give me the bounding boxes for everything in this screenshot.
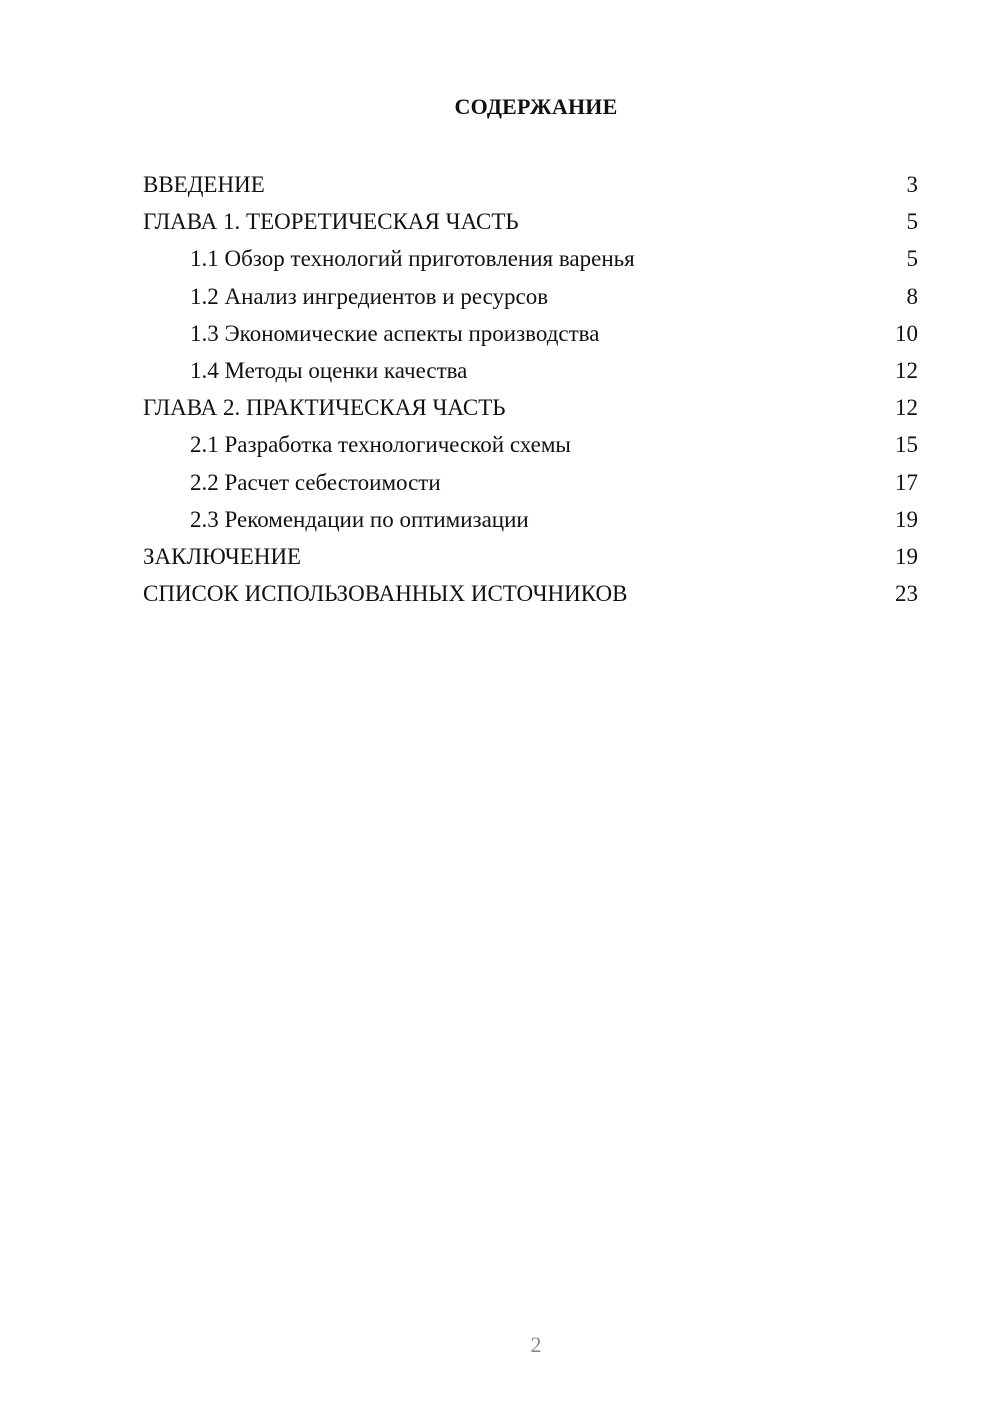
toc-entry-page: 5 <box>906 246 918 272</box>
toc-entry-label: 1.3 Экономические аспекты производства <box>190 320 600 346</box>
toc-entry-label: 1.2 Анализ ингредиентов и ресурсов <box>190 283 549 309</box>
toc-entry[interactable] <box>143 278 918 315</box>
toc-entry-label: ЗАКЛЮЧЕНИЕ <box>143 543 302 569</box>
toc-entry[interactable] <box>143 166 918 203</box>
toc-entry-page: 10 <box>895 320 918 346</box>
toc-entry[interactable] <box>143 389 918 426</box>
toc-entry-label: 2.2 Расчет себестоимости <box>190 469 441 495</box>
toc-entry-page: 12 <box>895 395 918 421</box>
toc-entry[interactable] <box>143 315 918 352</box>
toc-entry-page: 8 <box>906 283 918 309</box>
toc-entry[interactable] <box>143 538 918 575</box>
toc-entry-page: 5 <box>906 209 918 235</box>
toc-entry-page: 15 <box>895 432 918 458</box>
toc-entry[interactable] <box>143 240 918 277</box>
toc-entry[interactable] <box>143 464 918 501</box>
toc-entry[interactable] <box>143 203 918 240</box>
toc-entry-page: 19 <box>895 543 918 569</box>
toc-entry-label: 1.1 Обзор технологий приготовления варенья <box>190 246 635 272</box>
page-number: 2 <box>530 1332 542 1357</box>
toc-entry-label: ГЛАВА 1. ТЕОРЕТИЧЕСКАЯ ЧАСТЬ <box>143 209 519 235</box>
toc-entry-label: 2.1 Разработка технологической схемы <box>190 432 571 458</box>
toc-entry-page: 23 <box>895 581 918 607</box>
toc-entry-page: 3 <box>906 172 918 197</box>
toc-entry-page: 12 <box>895 357 918 383</box>
toc-entry[interactable] <box>143 501 918 538</box>
toc-entry-label: 2.3 Рекомендации по оптимизации <box>190 506 529 532</box>
toc-entry-page: 17 <box>895 469 918 495</box>
table-of-contents <box>143 166 918 612</box>
toc-entry[interactable] <box>143 575 918 612</box>
toc-entry[interactable] <box>143 352 918 389</box>
toc-entry-label: ВВЕДЕНИЕ <box>143 172 265 197</box>
toc-entry-page: 19 <box>895 506 918 532</box>
toc-entry-label: ГЛАВА 2. ПРАКТИЧЕСКАЯ ЧАСТЬ <box>143 395 506 421</box>
toc-entry[interactable] <box>143 426 918 463</box>
toc-entry-label: 1.4 Методы оценки качества <box>190 357 468 383</box>
toc-title: СОДЕРЖАНИЕ <box>454 94 618 119</box>
toc-entry-label: СПИСОК ИСПОЛЬЗОВАННЫХ ИСТОЧНИКОВ <box>143 581 628 607</box>
